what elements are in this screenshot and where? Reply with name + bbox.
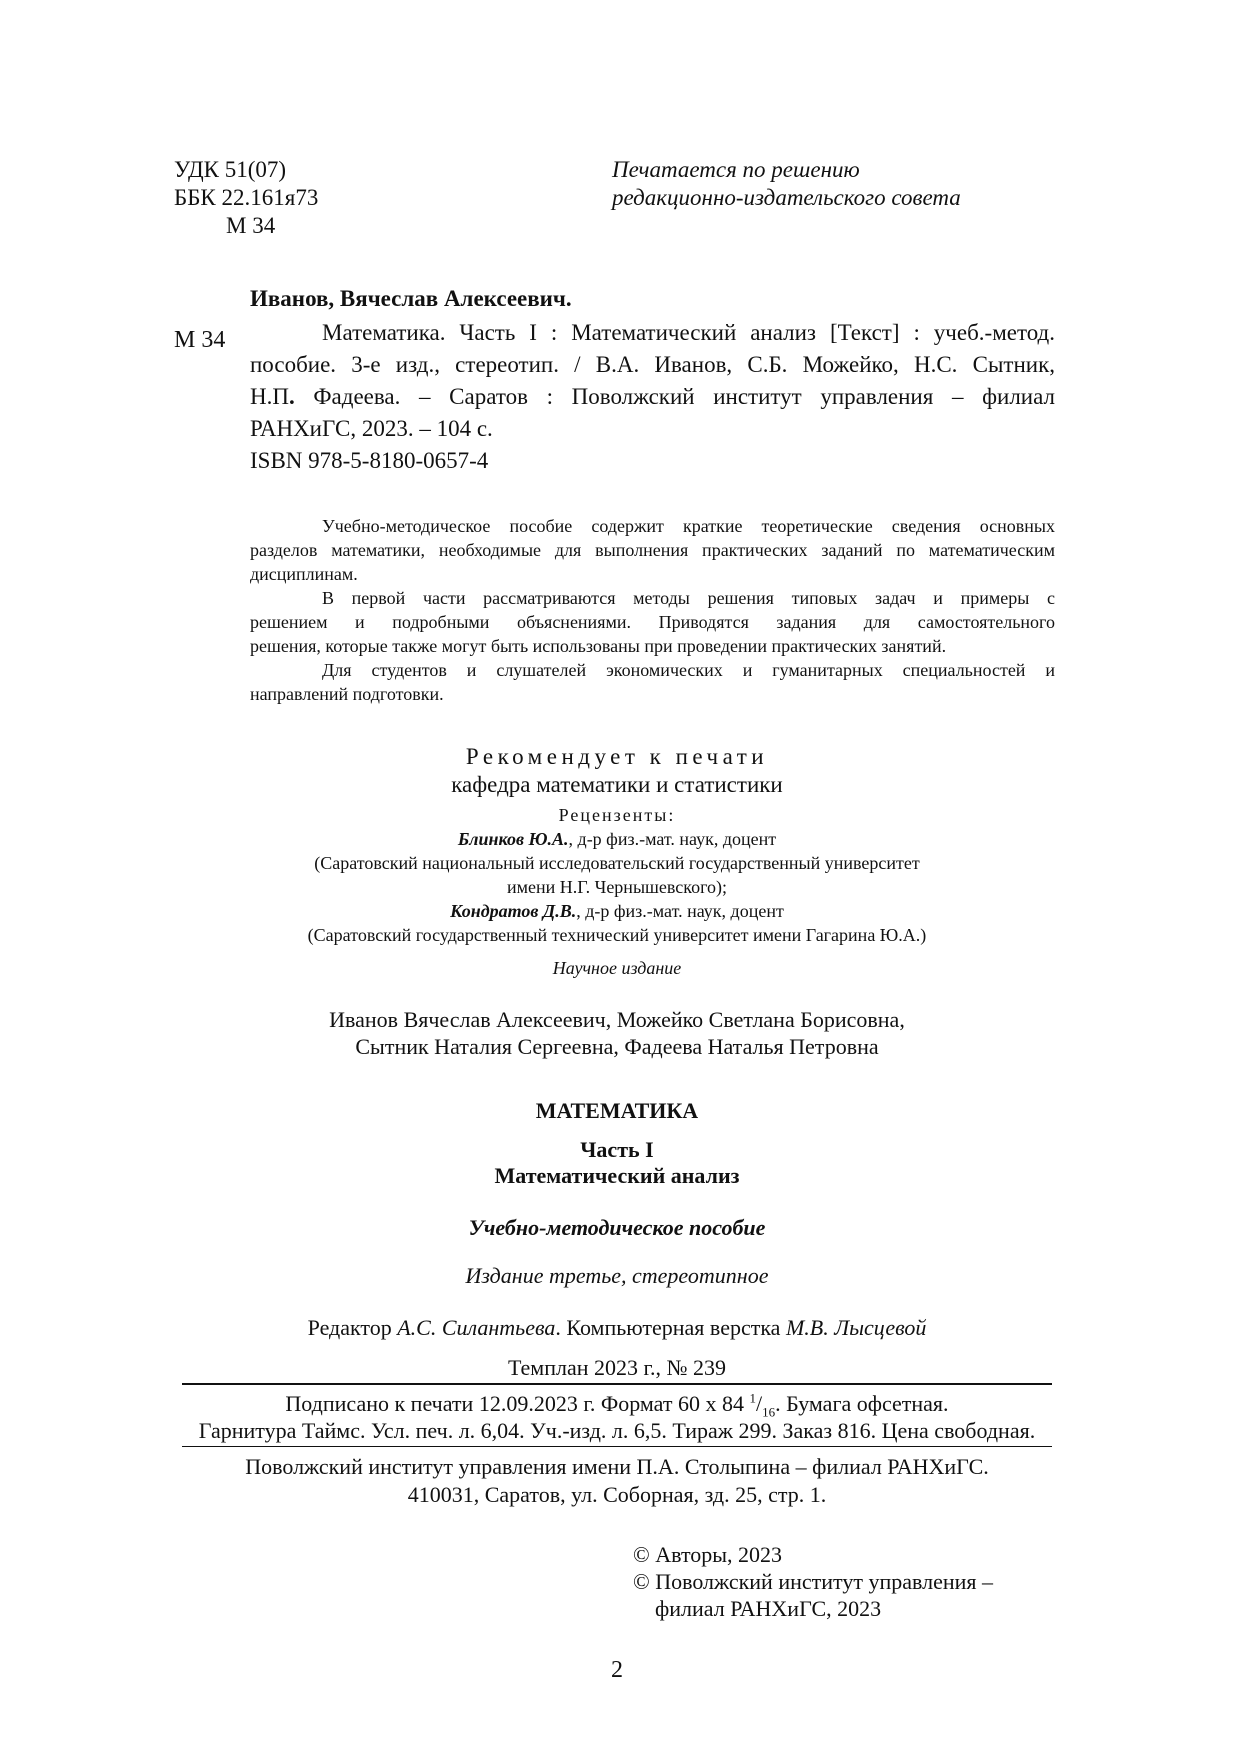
- book-title: МАТЕМАТИКА: [535, 1098, 699, 1123]
- bib-line-1: Математика. Часть I : Математический анализ [Текст] : учеб.-метод.: [322, 320, 1055, 345]
- udk-code: УДК 51(07): [174, 157, 287, 182]
- bib-line-3: Н.П. Фадеева. – Саратов : Поволжский институт управления – филиал: [250, 384, 1055, 409]
- imprint-line1: Подписано к печати 12.09.2023 г. Формат 60 x 84 $^1/_{16}$. Бумага офсетная.: [285, 1390, 949, 1420]
- bib-author-heading: Иванов, Вячеслав Алексеевич.: [250, 286, 572, 311]
- print-decision-line1: Печатается по решению: [612, 157, 860, 182]
- publisher-line1: Поволжский институт управления имени П.А. Столыпина – филиал РАНХиГС.: [245, 1454, 989, 1479]
- imprint-line2: Гарнитура Таймс. Усл. печ. л. 6,04. Уч.-изд. л. 6,5. Тираж 299. Заказ 816. Цена свободная.: [198, 1418, 1036, 1443]
- templan-rule: [182, 1383, 1052, 1385]
- reviewer-1-org-line1: (Саратовский национальный исследовательский государственный университет: [314, 853, 920, 873]
- authors-line2: Сытник Наталия Сергеевна, Фадеева Наталья Петровна: [355, 1034, 879, 1059]
- annotation-p2-l2: решением и подробными объяснениями. Приводятся задания для самостоятельного: [250, 612, 1055, 632]
- copyright-line1: © Авторы, 2023: [633, 1542, 783, 1567]
- annotation-p2-l3: решения, которые также могут быть использованы при проведении практических занятий.: [250, 636, 947, 656]
- bib-author-mark: М 34: [174, 327, 226, 353]
- annotation-p1-l2: разделов математики, необходимые для выполнения практических заданий по математическим: [250, 540, 1055, 560]
- reviewer-1-org-line2: имени Н.Г. Чернышевского);: [506, 877, 728, 897]
- book-genre: Учебно-методическое пособие: [468, 1215, 766, 1240]
- author-mark: М 34: [226, 213, 276, 238]
- bib-line-4: РАНХиГС, 2023. – 104 с.: [250, 416, 493, 441]
- authors-line1: Иванов Вячеслав Алексеевич, Можейко Светлана Борисовна,: [329, 1007, 905, 1032]
- annotation-p1-l3: дисциплинам.: [250, 564, 358, 584]
- copyright-line3: филиал РАНХиГС, 2023: [655, 1596, 882, 1621]
- book-part: Часть I: [580, 1137, 654, 1162]
- publisher-line2: 410031, Саратов, ул. Соборная, зд. 25, стр. 1.: [407, 1482, 827, 1507]
- reviewer-2: Кондратов Д.В., д-р физ.-мат. наук, доцент: [450, 901, 784, 921]
- bib-line-2: пособие. 3-е изд., стереотип. / В.А. Иванов, С.Б. Можейко, Н.С. Сытник,: [250, 352, 1055, 377]
- reviewer-2-org: (Саратовский государственный технический университет имени Гагарина Ю.А.): [307, 925, 927, 945]
- print-decision-line2: редакционно-издательского совета: [612, 185, 961, 210]
- annotation-p2-l1: В первой части рассматриваются методы решения типовых задач и примеры с: [322, 588, 1055, 608]
- reviewer-1: Блинков Ю.А., д-р физ.-мат. наук, доцент: [457, 829, 777, 849]
- templan: Темплан 2023 г., № 239: [507, 1355, 727, 1380]
- reviewers-label: Рецензенты:: [558, 805, 676, 825]
- book-edition: Издание третье, стереотипное: [465, 1263, 769, 1288]
- recommendation-title: Рекомендует к печати: [465, 744, 769, 769]
- copyright-line2: © Поволжский институт управления –: [633, 1569, 994, 1594]
- annotation-p1-l1: Учебно-методическое пособие содержит краткие теоретические сведения основных: [322, 516, 1055, 536]
- book-subtitle: Математический анализ: [494, 1163, 740, 1188]
- edition-type: Научное издание: [552, 958, 682, 978]
- annotation-p3-l2: направлений подготовки.: [250, 684, 444, 704]
- bbk-code: ББК 22.161я73: [174, 185, 319, 210]
- isbn: ISBN 978-5-8180-0657-4: [250, 448, 489, 473]
- annotation-p3-l1: Для студентов и слушателей экономических и гуманитарных специальностей и: [322, 660, 1055, 680]
- recommendation-department: кафедра математики и статистики: [451, 772, 783, 797]
- imprint-rule: [182, 1446, 1052, 1447]
- credits: Редактор А.С. Силантьева. Компьютерная верстка М.В. Лысцевой: [307, 1315, 927, 1340]
- page-number: 2: [611, 1657, 623, 1683]
